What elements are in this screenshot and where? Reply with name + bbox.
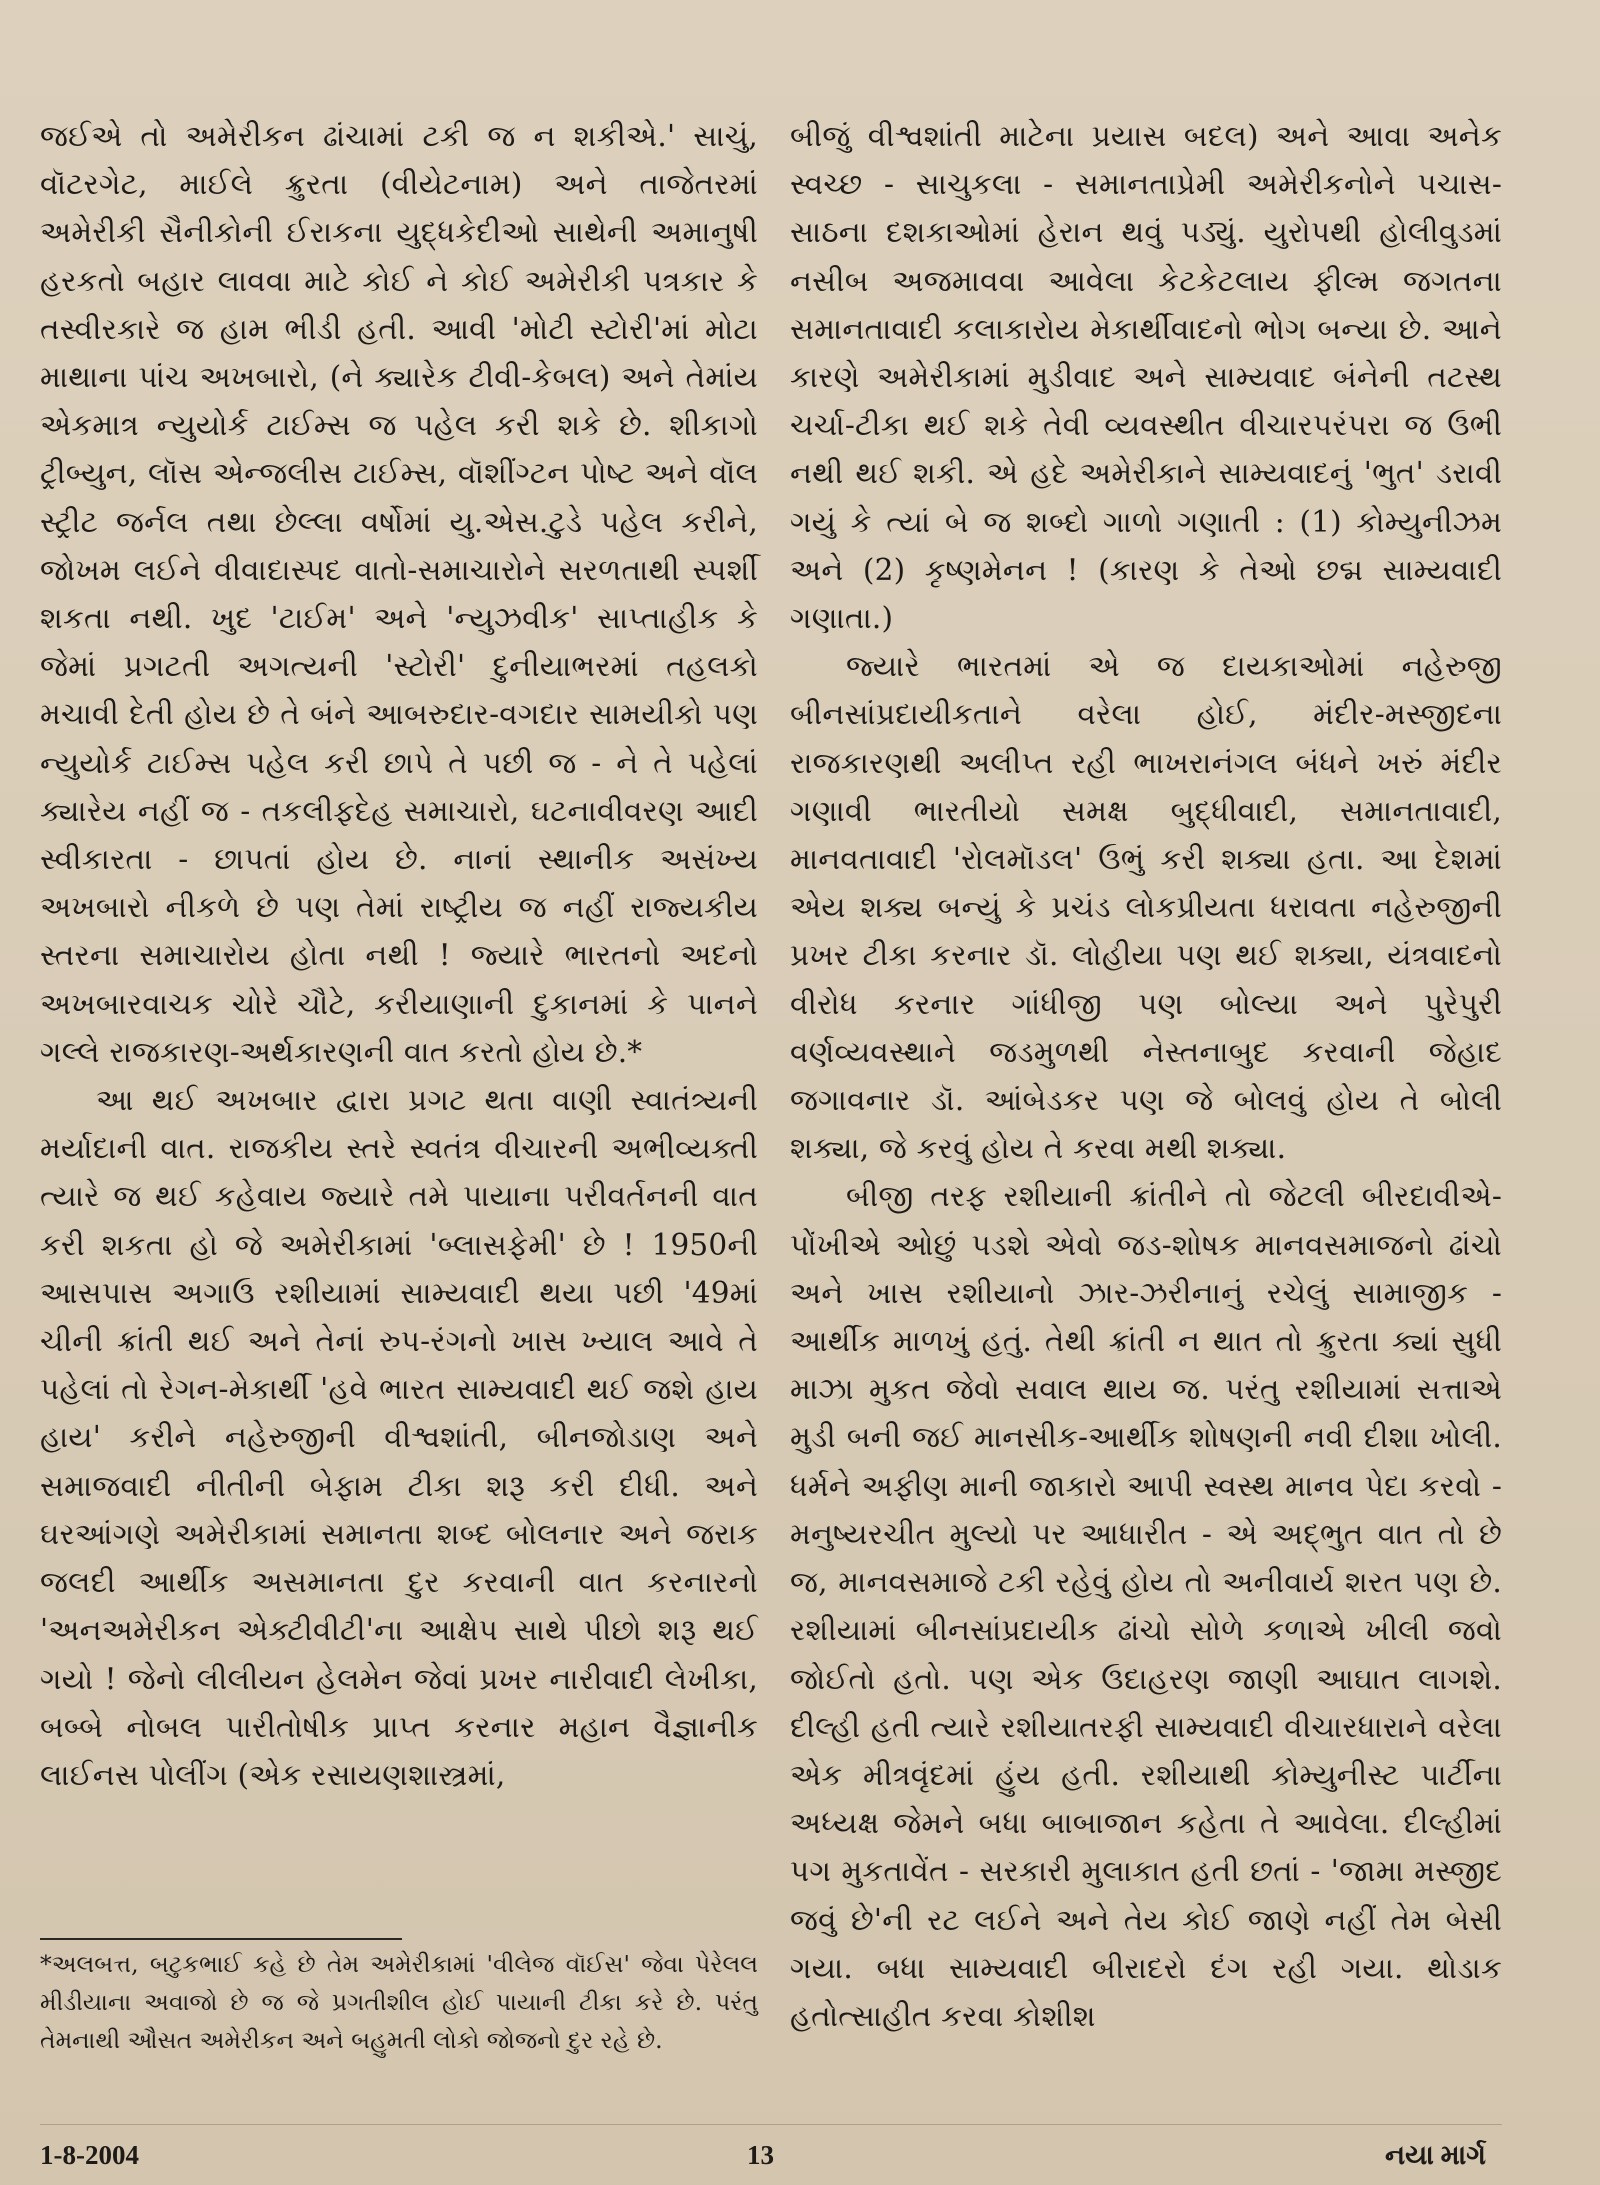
right-column	[790, 112, 1502, 2040]
right-paragraph-1: બીજું વીશ્વશાંતી માટેના પ્રયાસ બદલ) અને આવા અનેક સ્વચ્છ - સાચુકલા - સમાનતાપ્રેમી અમેરીકનોને પચાસ-સાઠના દશકાઓમાં હેરાન થવું પડ્યું. યુરોપથી હોલીવુડમાં નસીબ અજમાવવા આવેલા કેટકેટલાય ફીલ્મ જગતના સમાનતાવાદી કલાકારોય મેકાર્થીવાદનો ભોગ બન્યા છે. આને કારણે અમેરીકામાં મુડીવાદ અને સામ્યવાદ બંનેની તટસ્થ ચર્ચા-ટીકા થઈ શકે તેવી વ્યવસ્થીત વીચારપરંપરા જ ઉભી નથી થઈ શકી. એ હદે અમેરીકાને સામ્યવાદનું 'ભુત' ડરાવી ગયું કે ત્યાં બે જ શબ્દો ગાળો ગણાતી : (1) કોમ્યુનીઝમ અને (2) કૃષ્ણમેનન ! (કારણ કે તેઓ છદ્મ સામ્યવાદી ગણાતા.)	[790, 119, 1502, 636]
right-paragraph-2: જ્યારે ભારતમાં એ જ દાયકાઓમાં નહેરુજી બીનસાંપ્રદાયીકતાને વરેલા હોઈ, મંદીર-મસ્જીદના રાજકારણથી અલીપ્ત રહી ભાખરાનંગલ બંધને ખરું મંદીર ગણાવી ભારતીયો સમક્ષ બુદ્ધીવાદી, સમાનતાવાદી, માનવતાવાદી 'રોલમૉડલ' ઉભું કરી શક્યા હતા. આ દેશમાં એય શક્ય બન્યું કે પ્રચંડ લોકપ્રીયતા ધરાવતા નહેરુજીની પ્રખર ટીકા કરનાર ડૉ. લોહીયા પણ થઈ શક્યા, યંત્રવાદનો વીરોધ કરનાર ગાંધીજી પણ બોલ્યા અને પુરેપુરી વર્ણવ્યવસ્થાને જડમુળથી નેસ્તનાબુદ કરવાની જેહાદ જગાવનાર ડૉ. આંબેડકર પણ જે બોલવું હોય તે બોલી શક્યા, જે કરવું હોય તે કરવા મથી શક્યા.	[790, 649, 1502, 1166]
footnote-divider	[40, 1938, 402, 1940]
footer-date: 1-8-2004	[40, 2140, 139, 2170]
footer-divider	[40, 2124, 1502, 2125]
page-number: 13	[747, 2140, 774, 2170]
right-paragraph-3: બીજી તરફ રશીયાની ક્રાંતીને તો જેટલી બીરદાવીએ-પોંખીએ ઓછું પડશે એવો જડ-શોષક માનવસમાજનો ઢાંચો અને ખાસ રશીયાનો ઝાર-ઝરીનાનું રચેલું સામાજીક - આર્થીક માળખું હતું. તેથી ક્રાંતી ન થાત તો ક્રુરતા ક્યાં સુધી માઝા મુકત જેવો સવાલ થાય જ. પરંતુ રશીયામાં સત્તાએ મુડી બની જઈ માનસીક-આર્થીક શોષણની નવી દીશા ખોલી. ધર્મને અફીણ માની જાકારો આપી સ્વસ્થ માનવ પેદા કરવો - મનુષ્યરચીત મુલ્યો પર આધારીત - એ અદ્ભુત વાત તો છે જ, માનવસમાજે ટકી રહેવું હોય તો અનીવાર્ય શરત પણ છે. રશીયામાં બીનસાંપ્રદાયીક ઢાંચો સોળે કળાએ ખીલી જવો જોઈતો હતો. પણ એક ઉદાહરણ જાણી આઘાત લાગશે. દીલ્હી હતી ત્યારે રશીયાતરફી સામ્યવાદી વીચારધારાને વરેલા એક મીત્રવૃંદમાં હુંય હતી. રશીયાથી કોમ્યુનીસ્ટ પાર્ટીના અધ્યક્ષ જેમને બધા બાબાજાન કહેતા તે આવેલા. દીલ્હીમાં પગ મુકતાવેંત - સરકારી મુલાકાત હતી છતાં - 'જામા મસ્જીદ જવું છે'ની રટ લઈને અને તેય કોઈ જાણે નહીં તેમ બેસી ગયા. બધા સામ્યવાદી બીરાદરો દંગ રહી ગયા. થોડાક હતોત્સાહીત કરવા કોશીશ	[790, 1179, 1502, 2033]
footnote: *અલબત્ત, બટુકભાઈ કહે છે તેમ અમેરીકામાં 'વીલેજ વૉઈસ' જેવા પેરેલલ મીડીયાના અવાજો છે જ જે પ્રગતીશીલ હોઈ પાયાની ટીકા કરે છે. પરંતુ તેમનાથી ઔસત અમેરીકન અને બહુમતી લોકો જોજનો દુર રહે છે.	[40, 1950, 758, 2054]
left-column	[40, 112, 758, 1799]
magazine-name: નયા માર્ગ	[1385, 2140, 1486, 2170]
left-paragraph-2: આ થઈ અખબાર દ્વારા પ્રગટ થતા વાણી સ્વાતંત્ર્યની મર્યાદાની વાત. રાજકીય સ્તરે સ્વતંત્ર વીચારની અભીવ્યક્તી ત્યારે જ થઈ કહેવાય જ્યારે તમે પાયાના પરીવર્તનની વાત કરી શકતા હો જે અમેરીકામાં 'બ્લાસફેમી' છે ! 1950ની આસપાસ અગાઉ રશીયામાં સામ્યવાદી થયા પછી '49માં ચીની ક્રાંતી થઈ અને તેનાં રુપ-રંગનો ખાસ ખ્યાલ આવે તે પહેલાં તો રેગન-મેકાર્થી 'હવે ભારત સામ્યવાદી થઈ જશે હાય હાય' કરીને નહેરુજીની વીશ્વશાંતી, બીનજોડાણ અને સમાજવાદી નીતીની બેફામ ટીકા શરૂ કરી દીધી. અને ઘરઆંગણે અમેરીકામાં સમાનતા શબ્દ બોલનાર અને જરાક જલદી આર્થીક અસમાનતા દુર કરવાની વાત કરનારનો 'અનઅમેરીકન એક્ટીવીટી'ના આક્ષેપ સાથે પીછો શરૂ થઈ ગયો ! જેનો લીલીયન હેલમેન જેવાં પ્રખર નારીવાદી લેખીકા, બબ્બે નોબલ પારીતોષીક પ્રાપ્ત કરનાર મહાન વૈજ્ઞાનીક લાઈનસ પોલીંગ (એક રસાયણશાસ્ત્રમાં,	[40, 1083, 758, 1792]
left-paragraph-1: જઈએ તો અમેરીકન ઢાંચામાં ટકી જ ન શકીએ.' સાચું, વૉટરગેટ, માઈલે ક્રુરતા (વીયેટનામ) અને તાજેતરમાં અમેરીકી સૈનીકોની ઈરાકના યુદ્ધકેદીઓ સાથેની અમાનુષી હરકતો બહાર લાવવા માટે કોઈ ને કોઈ અમેરીકી પત્રકાર કે તસ્વીરકારે જ હામ ભીડી હતી. આવી 'મોટી સ્ટોરી'માં મોટા માથાના પાંચ અખબારો, (ને ક્યારેક ટીવી-કેબલ) અને તેમાંય એકમાત્ર ન્યુયોર્ક ટાઈમ્સ જ પહેલ કરી શકે છે. શીકાગો ટ્રીબ્યુન, લૉસ એન્જલીસ ટાઈમ્સ, વૉશીંગ્ટન પોષ્ટ અને વૉલ સ્ટ્રીટ જર્નલ તથા છેલ્લા વર્ષોમાં યુ.એસ.ટુડે પહેલ કરીને, જોખમ લઈને વીવાદાસ્પદ વાતો-સમાચારોને સરળતાથી સ્પર્શી શકતા નથી. ખુદ 'ટાઈમ' અને 'ન્યુઝવીક' સાપ્તાહીક કે જેમાં પ્રગટતી અગત્યની 'સ્ટોરી' દુનીયાભરમાં તહલકો મચાવી દેતી હોય છે તે બંને આબરુદાર-વગદાર સામયીકો પણ ન્યુયોર્ક ટાઈમ્સ પહેલ કરી છાપે તે પછી જ - ને તે પહેલાં ક્યારેય નહીં જ - તકલીફદેહ સમાચારો, ઘટનાવીવરણ આદી સ્વીકારતા - છાપતાં હોય છે. નાનાં સ્થાનીક અસંખ્ય અખબારો નીકળે છે પણ તેમાં રાષ્ટ્રીય જ નહીં રાજ્યકીય સ્તરના સમાચારોય હોતા નથી ! જ્યારે ભારતનો અદનો અખબારવાચક ચોરે ચૌટે, કરીયાણાની દુકાનમાં કે પાનને ગલ્લે રાજકારણ-અર્થકારણની વાત કરતો હોય છે.*	[40, 119, 758, 1069]
